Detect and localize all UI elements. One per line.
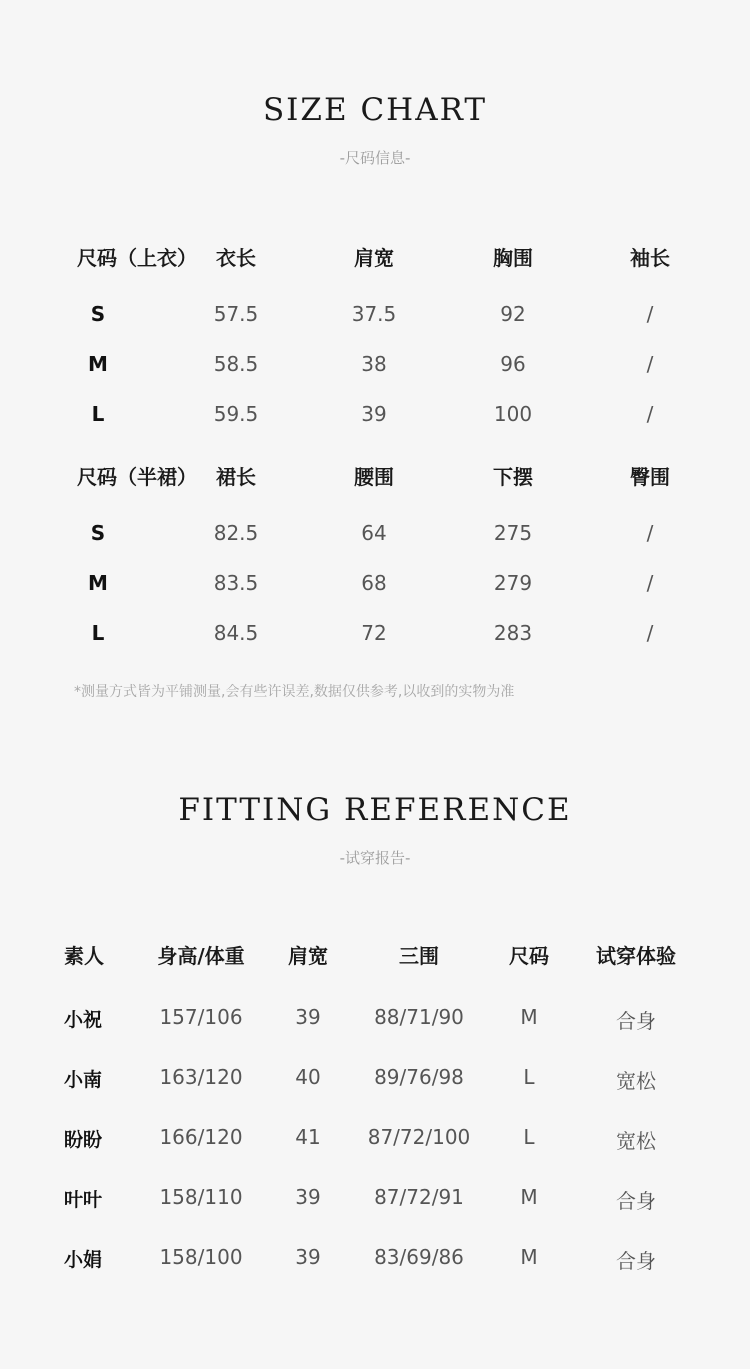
fitting-title: FITTING REFERENCE (178, 792, 572, 828)
fitting-cell: 39 (295, 1245, 321, 1269)
fitting-cell: 39 (295, 1185, 321, 1209)
fitting-cell: 88/71/90 (374, 1005, 464, 1029)
table-header-cell: 衣长 (216, 246, 256, 270)
table-header-size: 尺码（上衣） (77, 246, 197, 270)
size-chart-title: SIZE CHART (262, 92, 488, 128)
table-cell: 92 (500, 302, 526, 326)
table-cell: / (646, 402, 654, 426)
fitting-header-cell: 试穿体验 (596, 944, 676, 968)
fitting-cell: 40 (295, 1065, 321, 1089)
table-cell: 96 (500, 352, 526, 376)
tester-name: 叶叶 (64, 1189, 103, 1211)
fitting-cell: 87/72/91 (374, 1185, 464, 1209)
table-cell: 83.5 (213, 571, 259, 595)
fitting-cell: 87/72/100 (367, 1125, 471, 1149)
table-cell: 279 (493, 571, 533, 595)
table-cell: 82.5 (213, 521, 259, 545)
table-header-cell: 肩宽 (354, 246, 394, 270)
table-cell: 64 (361, 521, 387, 545)
table-cell: 39 (361, 402, 387, 426)
tester-name: 小祝 (64, 1009, 103, 1031)
fitting-cell: 39 (295, 1005, 321, 1029)
table-header-cell: 胸围 (493, 246, 533, 270)
fitting-cell: 89/76/98 (374, 1065, 464, 1089)
fitting-subtitle: -试穿报告- (339, 849, 411, 867)
table-cell: / (646, 571, 654, 595)
fitting-header-cell: 素人 (64, 944, 104, 968)
size-chart-subtitle: -尺码信息- (339, 149, 411, 167)
fitting-cell: 166/120 (159, 1125, 243, 1149)
fitting-cell: L (523, 1065, 535, 1089)
size-label: M (88, 352, 108, 376)
fitting-cell: 宽松 (616, 1069, 656, 1093)
size-label: M (88, 571, 108, 595)
tester-name: 盼盼 (64, 1129, 103, 1151)
size-label: L (91, 402, 105, 426)
table-cell: 59.5 (213, 402, 259, 426)
fitting-cell: 41 (295, 1125, 321, 1149)
table-cell: 58.5 (213, 352, 259, 376)
fitting-cell: 158/100 (159, 1245, 243, 1269)
table-cell: 57.5 (213, 302, 259, 326)
fitting-header-cell: 身高/体重 (157, 944, 245, 968)
fitting-cell: 163/120 (159, 1065, 243, 1089)
table-header-cell: 裙长 (216, 465, 256, 489)
tester-name: 小南 (64, 1069, 103, 1091)
table-header-size: 尺码（半裙） (77, 465, 197, 489)
fitting-cell: M (520, 1245, 538, 1269)
fitting-cell: M (520, 1005, 538, 1029)
table-cell: 100 (493, 402, 533, 426)
fitting-cell: 宽松 (616, 1129, 656, 1153)
table-header-cell: 腰围 (354, 465, 394, 489)
fitting-header-cell: 尺码 (509, 944, 549, 968)
fitting-cell: 合身 (616, 1009, 656, 1033)
fitting-header-cell: 三围 (399, 944, 439, 968)
table-cell: / (646, 521, 654, 545)
table-cell: 37.5 (351, 302, 397, 326)
table-cell: 275 (493, 521, 533, 545)
table-cell: 68 (361, 571, 387, 595)
table-header-cell: 袖长 (630, 246, 670, 270)
fitting-cell: L (523, 1125, 535, 1149)
table-cell: / (646, 352, 654, 376)
size-label: L (91, 621, 105, 645)
table-cell: 38 (361, 352, 387, 376)
fitting-cell: 83/69/86 (374, 1245, 464, 1269)
table-cell: / (646, 302, 654, 326)
fitting-cell: M (520, 1185, 538, 1209)
table-cell: 72 (361, 621, 387, 645)
measurement-note: *测量方式皆为平铺测量,会有些许误差,数据仅供参考,以收到的实物为准 (74, 684, 515, 700)
fitting-cell: 合身 (616, 1189, 656, 1213)
table-header-cell: 臀围 (630, 465, 670, 489)
tester-name: 小娟 (64, 1249, 103, 1271)
table-cell: 283 (493, 621, 533, 645)
size-label: S (90, 521, 106, 545)
fitting-cell: 158/110 (159, 1185, 243, 1209)
table-cell: / (646, 621, 654, 645)
fitting-header-cell: 肩宽 (288, 944, 328, 968)
fitting-cell: 合身 (616, 1249, 656, 1273)
table-cell: 84.5 (213, 621, 259, 645)
fitting-cell: 157/106 (159, 1005, 243, 1029)
table-header-cell: 下摆 (493, 465, 533, 489)
size-label: S (90, 302, 106, 326)
